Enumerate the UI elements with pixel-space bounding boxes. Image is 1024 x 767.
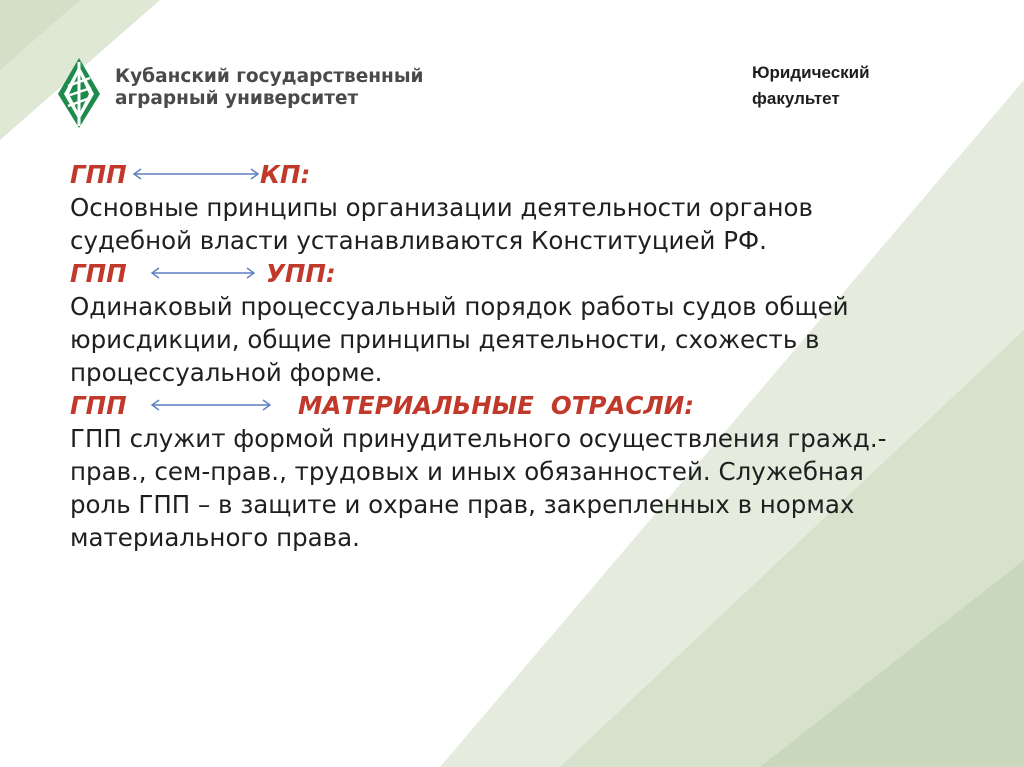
section-heading-upp xyxy=(70,257,990,290)
paragraph-line: роль ГПП – в защите и охране прав, закрепленных в нормах xyxy=(70,490,855,519)
slide-content xyxy=(70,158,990,554)
heading-right-term: КП: xyxy=(260,160,311,189)
section-paragraph xyxy=(70,290,990,389)
faculty-label xyxy=(752,60,870,112)
section-heading-material xyxy=(70,389,990,422)
heading-left-term: ГПП xyxy=(70,259,127,288)
heading-left-term: ГПП xyxy=(70,160,127,189)
faculty-label-line2: факультет xyxy=(752,89,840,108)
heading-left-term: ГПП xyxy=(70,391,127,420)
double-arrow-icon xyxy=(150,398,272,412)
faculty-label-line1: Юридический xyxy=(752,63,870,82)
university-name-line1: Кубанский государственный xyxy=(115,66,424,87)
double-arrow-icon xyxy=(150,266,256,280)
section-paragraph xyxy=(70,191,990,257)
paragraph-line: судебной власти устанавливаются Конституцией РФ. xyxy=(70,226,767,255)
paragraph-line: юрисдикции, общие принципы деятельности, схожесть в xyxy=(70,325,820,354)
university-name-line2: аграрный университет xyxy=(115,88,359,109)
paragraph-line: материального права. xyxy=(70,523,360,552)
paragraph-line: Основные принципы организации деятельности органов xyxy=(70,193,813,222)
paragraph-line: ГПП служит формой принудительного осуществления гражд.- xyxy=(70,424,887,453)
leaf-logo-icon xyxy=(56,56,102,130)
section-heading-kp xyxy=(70,158,990,191)
heading-right-term: МАТЕРИАЛЬНЫЕ ОТРАСЛИ: xyxy=(298,391,695,420)
paragraph-line: прав., сем-прав., трудовых и иных обязанностей. Служебная xyxy=(70,457,864,486)
double-arrow-icon xyxy=(132,167,260,181)
heading-right-term: УПП: xyxy=(266,259,336,288)
paragraph-line: Одинаковый процессуальный порядок работы судов общей xyxy=(70,292,849,321)
section-paragraph xyxy=(70,422,990,554)
university-name xyxy=(115,66,424,110)
paragraph-line: процессуальной форме. xyxy=(70,358,383,387)
